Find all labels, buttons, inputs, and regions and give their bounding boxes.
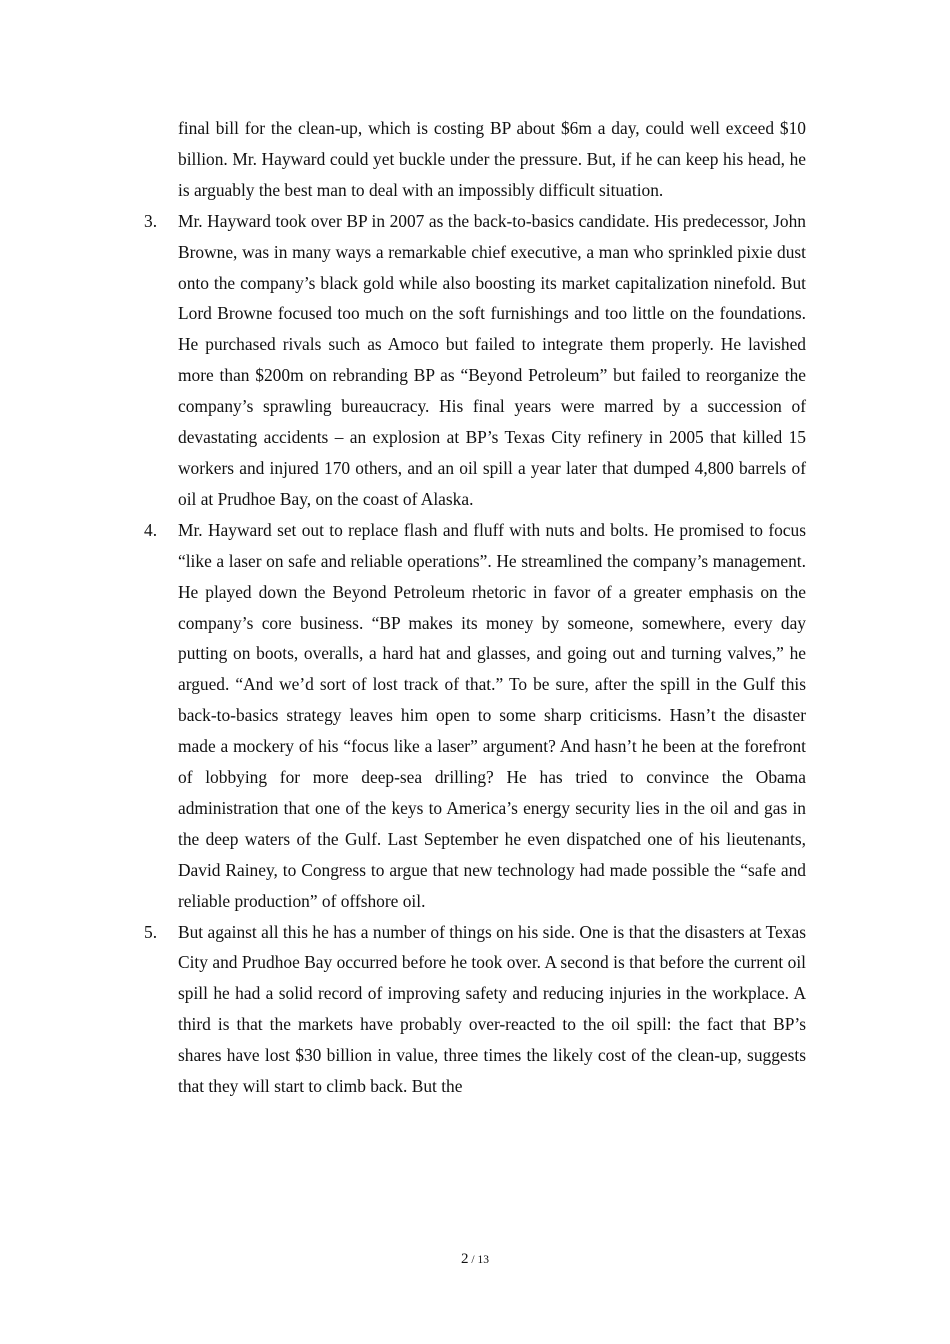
paragraph-continuation (178, 113, 806, 206)
list-item (144, 917, 806, 1102)
total-pages: 13 (477, 1254, 489, 1266)
current-page-number: 2 (461, 1251, 469, 1267)
paragraph-text: Mr. Hayward set out to replace flash and fluff with nuts and bolts. He promised to focus “like a laser on safe and reliable operations”. He streamlined the company’s management. He played down the Beyond Petroleum rhetoric in favor of a greater emphasis on the company’s core business. “BP makes its money by someone, somewhere, every day putting on boots, overalls, a hard hat and glasses, and going out and turning valves,” he argued. “And we’d sort of lost track of that.” To be sure, after the spill in the Gulf this back-to-basics strategy leaves him open to some sharp criticisms. Hasn’t the disaster made a mockery of his “focus like a laser” argument? And hasn’t he been at the forefront of lobbying for more deep-sea drilling? He has tried to convince the Obama administration that one of the keys to America’s energy security lies in the oil and gas in the deep waters of the Gulf. Last September he even dispatched one of his lieutenants, David Rainey, to Congress to argue that new technology had made possible the “safe and reliable production” of offshore oil. (178, 519, 806, 911)
list-item-number: 4. (144, 519, 158, 540)
list-item-number: 5. (144, 921, 158, 942)
paragraph-text: final bill for the clean-up, which is costing BP about $6m a day, could well exceed $10 billion. Mr. Hayward could yet buckle under the pressure. But, if he can keep his head, he is arguably the best man to deal with an impossibly difficult situation. (178, 118, 806, 200)
paragraph-text: But against all this he has a number of things on his side. One is that the disasters at Texas City and Prudhoe Bay occurred before he took over. A second is that before the current oil spill he had a solid record of improving safety and reducing injuries in the workplace. A third is that the markets have probably over-reacted to the oil spill: the fact that BP’s shares have lost $30 billion in value, three times the likely cost of the clean-up, suggests that they will start to climb back. But the (178, 921, 806, 1097)
list-item (144, 515, 806, 917)
paragraph-text: Mr. Hayward took over BP in 2007 as the back-to-basics candidate. His predecessor, John Browne, was in many ways a remarkable chief executive, a man who sprinkled pixie dust onto the company’s black gold while also boosting its market capitalization ninefold. But Lord Browne focused too much on the soft furnishings and too little on the foundations. He purchased rivals such as Amoco but failed to integrate them properly. He lavished more than $200m on rebranding BP as “Beyond Petroleum” but failed to reorganize the company’s sprawling bureaucracy. His final years were marred by a succession of devastating accidents – an explosion at BP’s Texas City refinery in 2005 that killed 15 workers and injured 170 others, and an oil spill a year later that dumped 4,800 barrels of oil at Prudhoe Bay, on the coast of Alaska. (178, 210, 806, 509)
list-item (144, 206, 806, 515)
list-item-number: 3. (144, 210, 158, 231)
page-separator: / (468, 1254, 478, 1266)
document-body (144, 113, 806, 1102)
page-footer (0, 1250, 950, 1268)
